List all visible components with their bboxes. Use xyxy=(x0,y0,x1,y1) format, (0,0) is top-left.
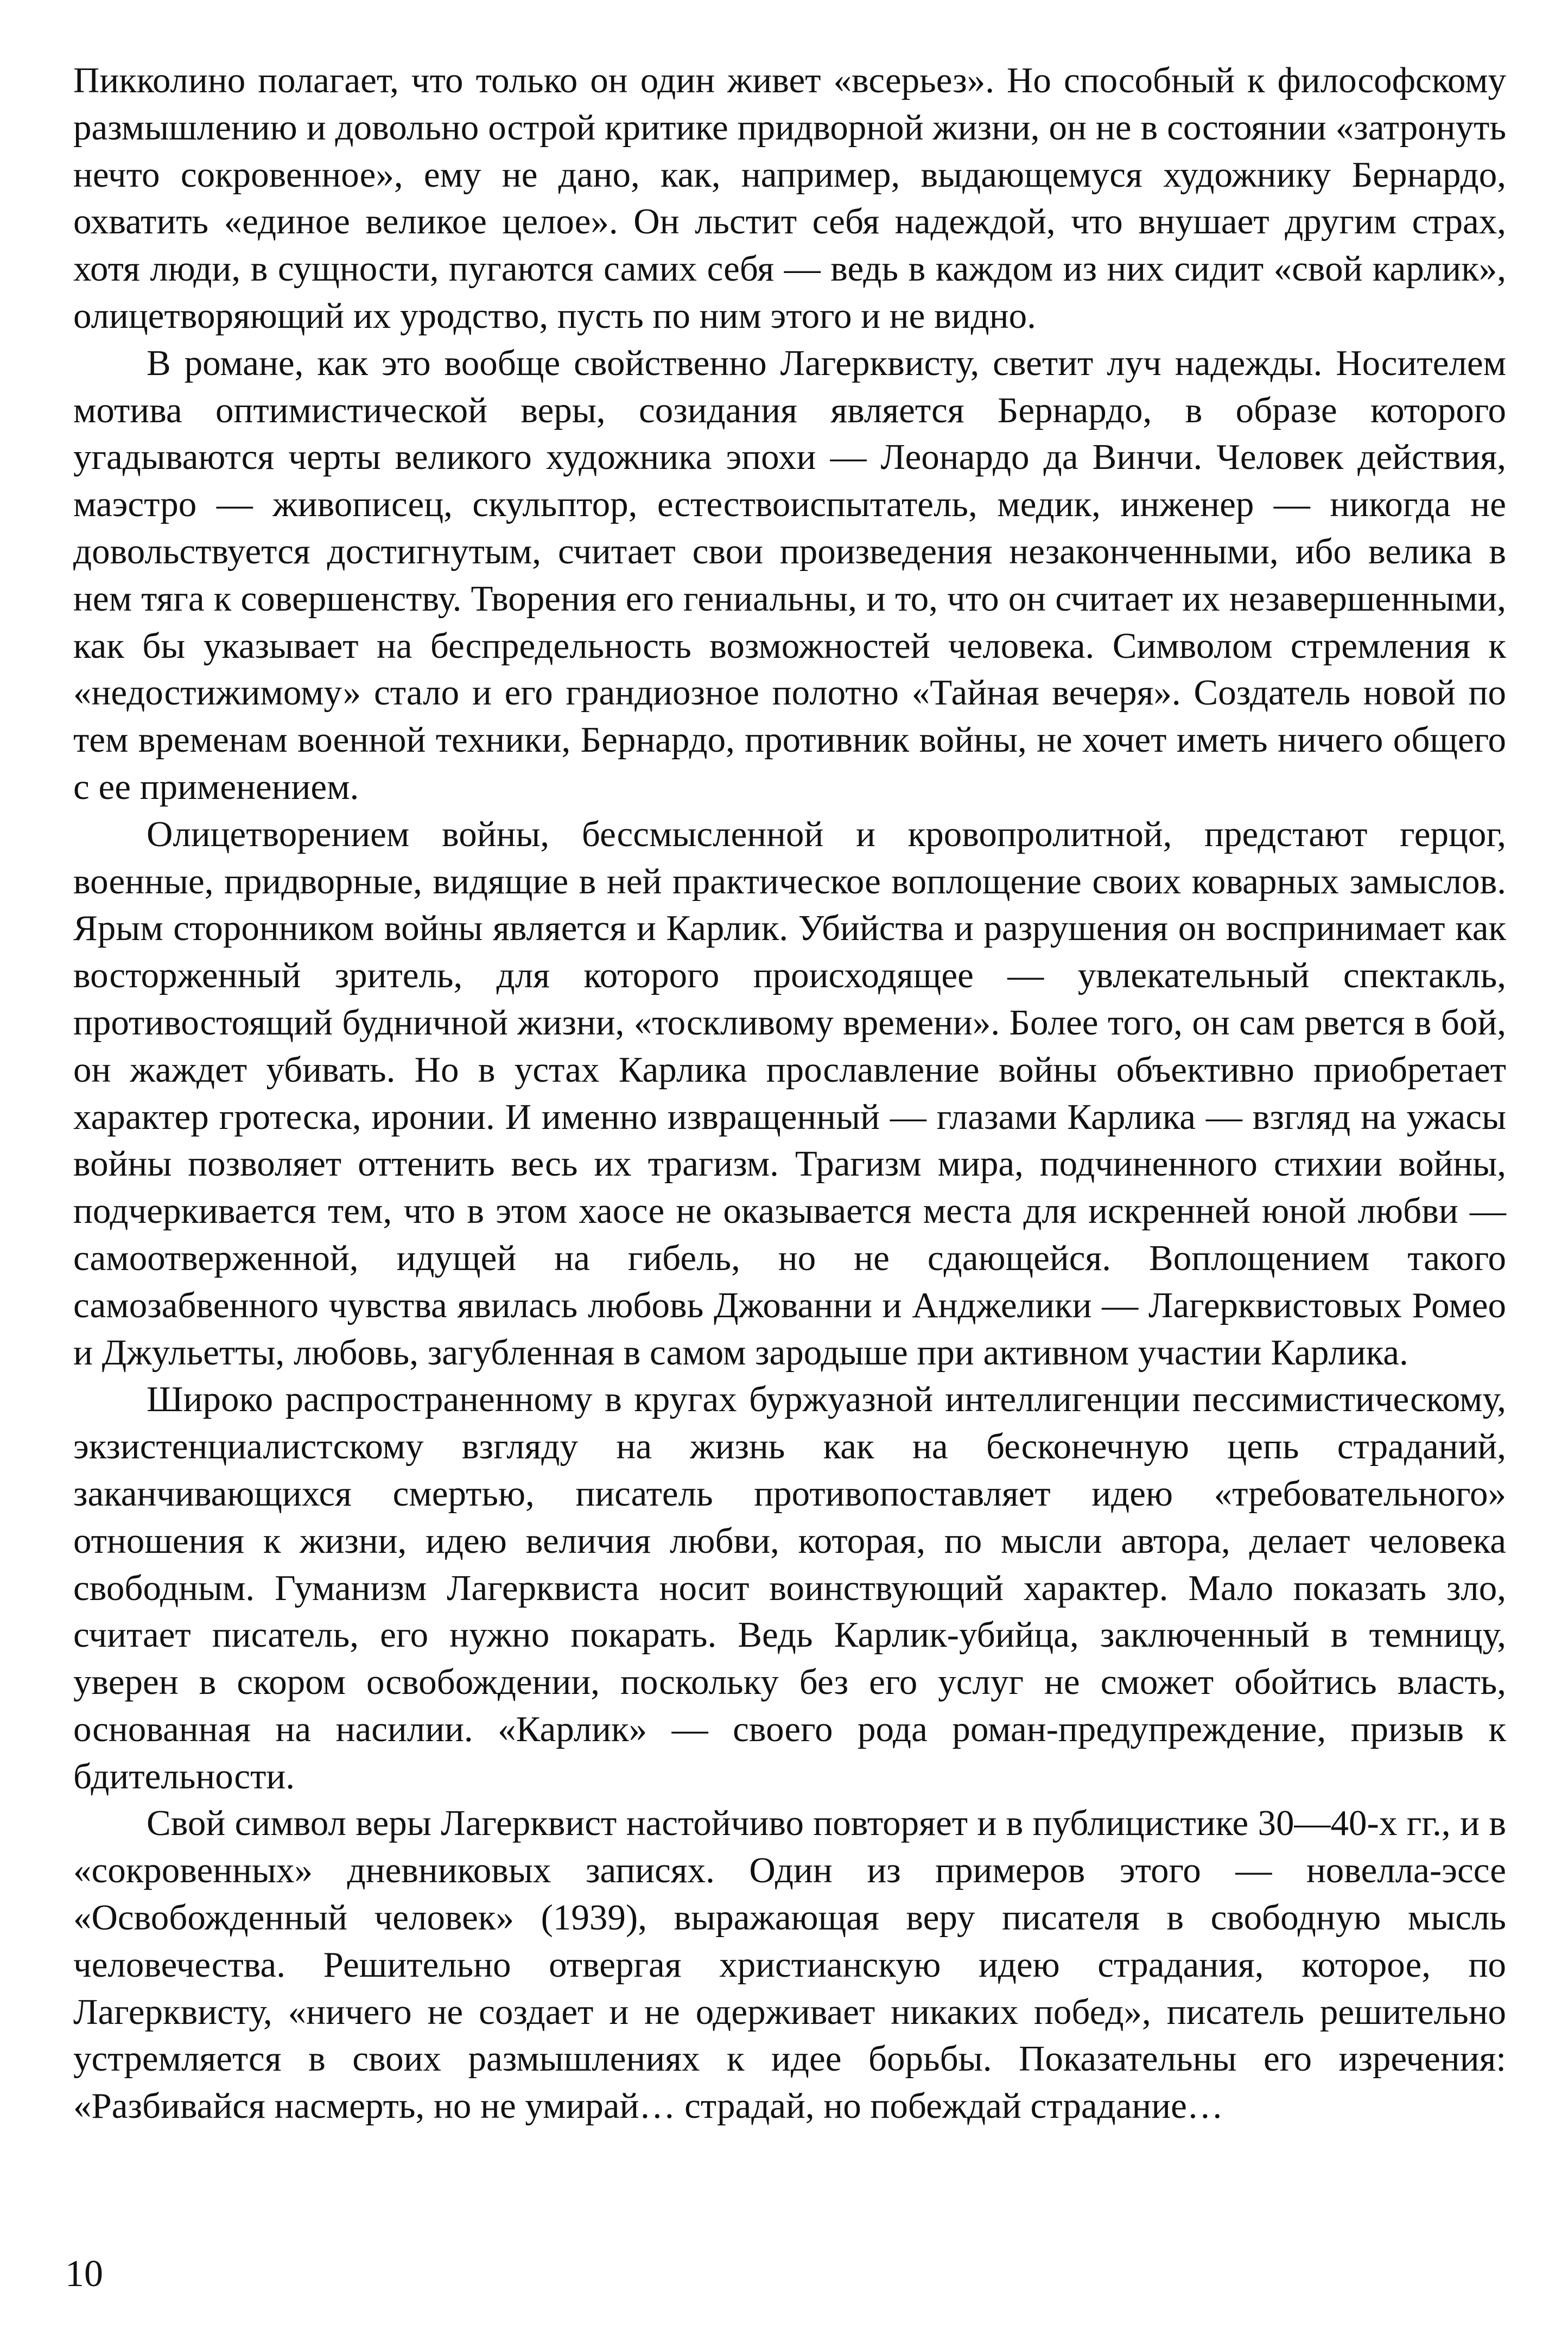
paragraph-2: В романе, как это вообще свойственно Лагерквисту, светит луч надежды. Носителем мотива оптимистической веры, созидания является Бернардо, в образе которого угадываются черты великого художника эпохи — Леонардо да Винчи. Человек действия, маэстро — живописец, скульптор, естествоиспытатель, медик, инженер — никогда не довольствуется достигнутым, считает свои произведения незаконченными, ибо велика в нем тяга к совершенству. Творения его гениальны, и то, что он считает их незавершенными, как бы указывает на беспредельность возможностей человека. Символом стремления к «недостижимому» стало и его грандиозное полотно «Тайная вечеря». Создатель новой по тем временам военной техники, Бернардо, противник войны, не хочет иметь ничего общего с ее применением. xyxy=(73,342,1506,807)
page-body xyxy=(73,57,1506,2130)
paragraph-3: Олицетворением войны, бессмысленной и кровопролитной, предстают герцог, военные, придворные, видящие в ней практическое воплощение своих коварных замыслов. Ярым сторонником войны является и Карлик. Убийства и разрушения он воспринимает как восторженный зритель, для которого происходящее — увлекательный спектакль, противостоящий будничной жизни, «тоскливому времени». Более того, он сам рвется в бой, он жаждет убивать. Но в устах Карлика прославление войны объективно приобретает характер гротеска, иронии. И именно извращенный — глазами Карлика — взгляд на ужасы войны позволяет оттенить весь их трагизм. Трагизм мира, подчиненного стихии войны, подчеркивается тем, что в этом хаосе не оказывается места для искренней юной любви — самоотверженной, идущей на гибель, но не сдающейся. Воплощением такого самозабвенного чувства явилась любовь Джованни и Анджелики — Лагерквистовых Ромео и Джульетты, любовь, загубленная в самом зародыше при активном участии Карлика. xyxy=(73,814,1506,1373)
paragraph-1: Пикколино полагает, что только он один живет «всерьез». Но способный к философскому размышлению и довольно острой критике придворной жизни, он не в состоянии «затронуть нечто сокровенное», ему не дано, как, например, выдающемуся художнику Бернардо, охватить «единое великое целое». Он льстит себя надеждой, что внушает другим страх, хотя люди, в сущности, пугаются самих себя — ведь в каждом из них сидит «свой карлик», олицетворяющий их уродство, пусть по ним этого и не видно. xyxy=(73,60,1506,336)
paragraph-4: Широко распространенному в кругах буржуазной интеллигенции пессимистическому, экзистенциалистскому взгляду на жизнь как на бесконечную цепь страданий, заканчивающихся смертью, писатель противопоставляет идею «требовательного» отношения к жизни, идею величия любви, которая, по мысли автора, делает человека свободным. Гуманизм Лагерквиста носит воинствующий характер. Мало показать зло, считает писатель, его нужно покарать. Ведь Карлик-убийца, заключенный в темницу, уверен в скором освобождении, поскольку без его услуг не сможет обойтись власть, основанная на насилии. «Карлик» — своего рода роман-предупреждение, призыв к бдительности. xyxy=(73,1379,1506,1797)
page-number: 10 xyxy=(65,2253,103,2295)
paragraph-5: Свой символ веры Лагерквист настойчиво повторяет и в публицистике 30—40-х гг., и в «сокровенных» дневниковых записях. Один из примеров этого — новелла-эссе «Освобожденный человек» (1939), выражающая веру писателя в свободную мысль человечества. Решительно отвергая христианскую идею страдания, которое, по Лагерквисту, «ничего не создает и не одерживает никаких побед», писатель решительно устремляется в своих размышлениях к идее борьбы. Показательны его изречения: «Разбивайся насмерть, но не умирай… страдай, но побеждай страдание… xyxy=(73,1803,1506,2126)
